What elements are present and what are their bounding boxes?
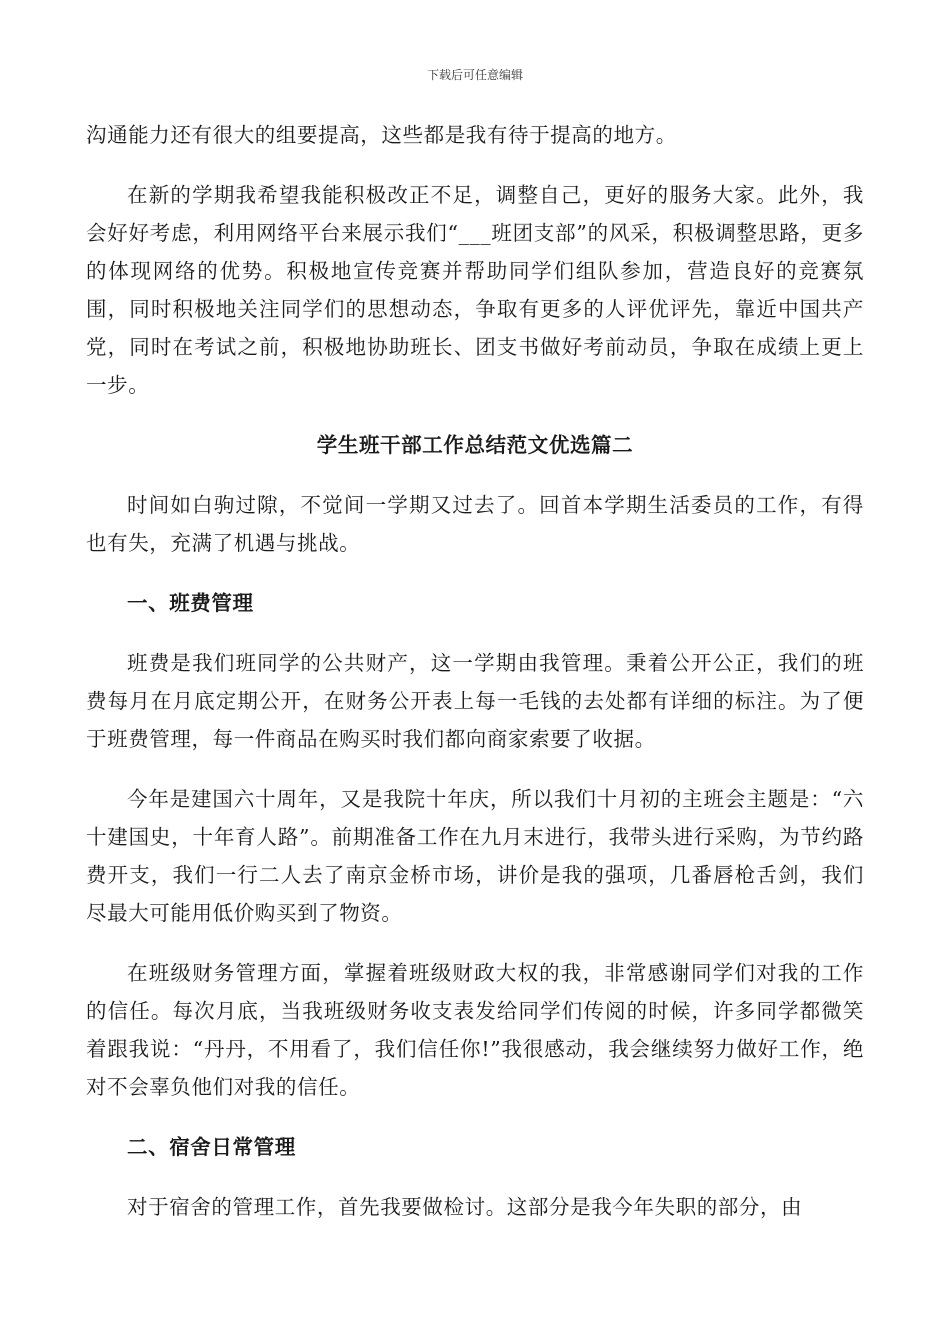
paragraph: 对于宿舍的管理工作，首先我要做检讨。这部分是我今年失职的部分，由 bbox=[127, 1195, 803, 1219]
paragraph: 时间如白驹过隙，不觉间一学期又过去了。回首本学期生活委员的工作，有得也有失，充满了机遇与挑战。 bbox=[86, 493, 864, 555]
paragraph: 沟通能力还有很大的组要提高，这些都是我有待于提高的地方。 bbox=[86, 123, 677, 147]
section-heading-class-fee: 一、班费管理 bbox=[127, 591, 254, 615]
page-header: 下载后可任意编辑 bbox=[426, 68, 523, 82]
paragraph: 今年是建国六十周年，又是我院十年庆，所以我们十月初的主班会主题是：“六十建国史，十年育人路”。前期准备工作在九月末进行，我带头进行采购，为节约路费开支，我们一行二人去了南京金桥市场，讲价是我的强项，几番唇枪舌剑，我们尽最大可能用低价购买到了物资。 bbox=[86, 787, 864, 925]
section-title: 学生班干部工作总结范文优选篇二 bbox=[316, 433, 634, 457]
paragraph: 在班级财务管理方面，掌握着班级财政大权的我，非常感谢同学们对我的工作的信任。每次月底，当我班级财务收支表发给同学们传阅的时候，许多同学都微笑着跟我说：“丹丹，不用看了，我们信任你!”我很感动，我会继续努力做好工作，绝对不会辜负他们对我的信任。 bbox=[86, 961, 864, 1099]
paragraph: 在新的学期我希望我能积极改正不足，调整自己，更好的服务大家。此外，我会好好考虑，利用网络平台来展示我们“___班团支部”的风采，积极调整思路，更多的体现网络的优势。积极地宣传竞赛并帮助同学们组队参加，营造良好的竞赛氛围，同时积极地关注同学们的思想动态，争取有更多的人评优评先，靠近中国共产党，同时在考试之前，积极地协助班长、团支书做好考前动员，争取在成绩上更上一步。 bbox=[86, 183, 864, 397]
document-body bbox=[86, 116, 864, 1248]
section-heading-dorm: 二、宿舍日常管理 bbox=[127, 1135, 296, 1159]
paragraph: 班费是我们班同学的公共财产，这一学期由我管理。秉着公开公正，我们的班费每月在月底定期公开，在财务公开表上每一毛钱的去处都有详细的标注。为了便于班费管理，每一件商品在购买时我们都向商家索要了收据。 bbox=[86, 651, 864, 751]
